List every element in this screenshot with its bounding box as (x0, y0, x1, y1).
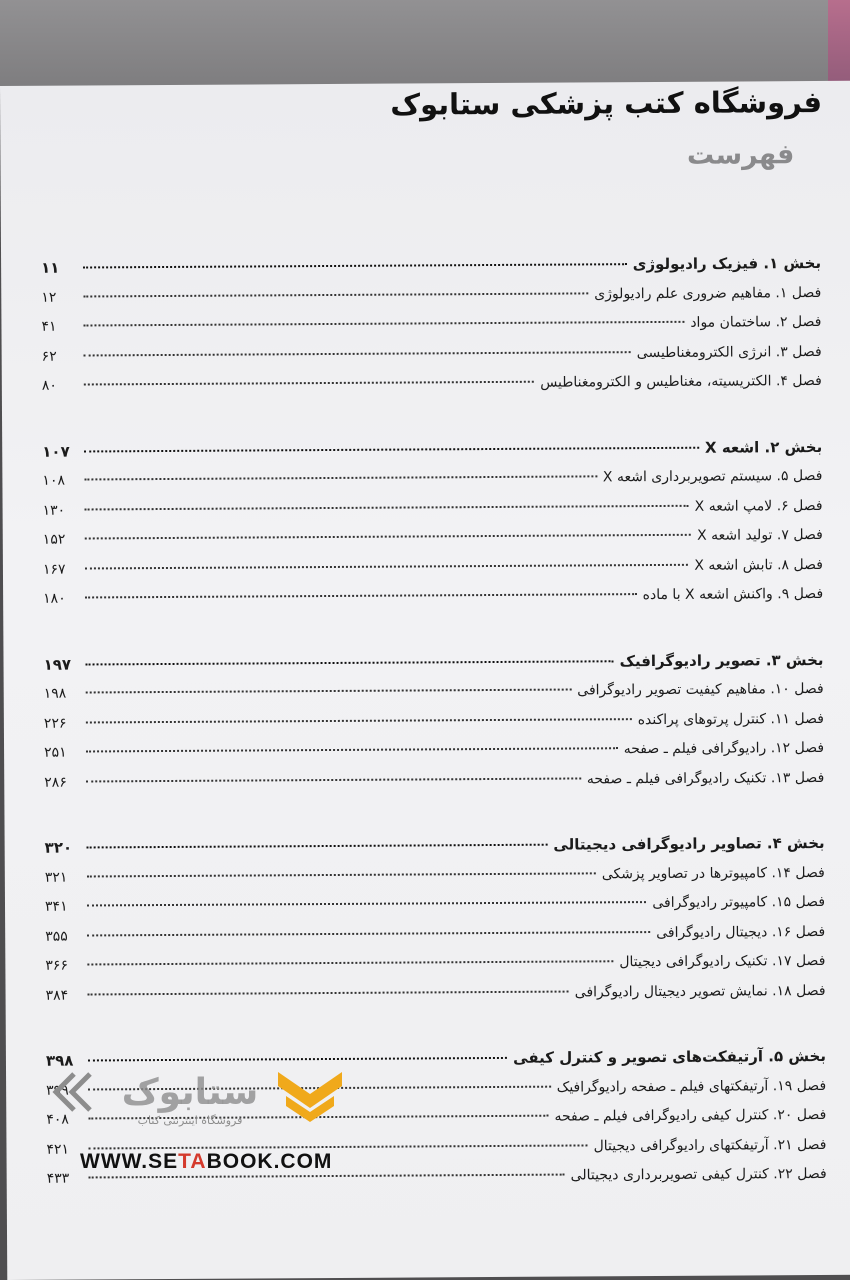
chapter-row-title: فصل ۱۵. کامپیوتر رادیوگرافی (652, 893, 826, 912)
chapter-row-page-number: ۴۰۸ (46, 1111, 69, 1128)
chapter-row (43, 521, 823, 555)
store-title: فروشگاه کتب پزشکی ستابوک (390, 84, 823, 122)
chapter-row-title: فصل ۲. ساختمان مواد (690, 313, 822, 331)
chapter-row-page-number: ۶۲ (41, 348, 57, 365)
chapter-row-page-number: ۸۰ (41, 377, 57, 394)
chapter-row-title: فصل ۱۱. کنترل پرتوهای پراکنده (637, 710, 824, 728)
chapter-row (43, 491, 823, 525)
chapter-row-page-number: ۱۵۲ (42, 531, 66, 548)
dot-leader (87, 960, 613, 965)
chapter-row-title: فصل ۱۷. تکنیک رادیوگرافی دیجیتال (619, 952, 826, 971)
dot-leader (84, 475, 597, 480)
section-heading-title: بخش ۲. اشعه X (704, 437, 823, 457)
section-heading (46, 1042, 826, 1076)
chapter-row-page-number: ۱۶۷ (42, 561, 66, 578)
chapter-row (43, 580, 823, 614)
dot-leader (86, 689, 572, 694)
dot-leader (83, 321, 684, 327)
table-of-contents (41, 249, 827, 1230)
chapter-row-title: فصل ۱۴. کامپیوترها در تصاویر پزشکی (601, 864, 825, 882)
chapter-row (45, 976, 825, 1010)
toc-title: فهرست (686, 139, 795, 171)
chapter-row-page-number: ۳۶۶ (45, 957, 68, 974)
chapter-row-title: فصل ۱. مفاهیم ضروری علم رادیولوژی (594, 284, 822, 302)
dot-leader (86, 747, 618, 752)
dot-leader (86, 777, 581, 782)
chapter-row-page-number: ۴۲۱ (46, 1141, 70, 1158)
chapter-row-title: فصل ۳. انرژی الکترومغناطیسی (636, 343, 822, 361)
watermark-url (80, 1150, 332, 1174)
dot-leader (89, 1174, 565, 1179)
watermark-tagline: فروشگاه اینترنتی کتاب (137, 1114, 243, 1127)
section-heading-title: بخش ۳. تصویر رادیوگرافیک (619, 650, 824, 670)
dot-leader (87, 931, 650, 936)
url-accent: TA (178, 1150, 207, 1173)
chapter-row (45, 888, 825, 922)
chapter-row-page-number: ۳۸۴ (45, 987, 69, 1004)
section-heading-title: بخش ۵. آرتیفکت‌های تصویر و کنترل کیفی (513, 1046, 826, 1067)
toc-section (45, 829, 826, 1011)
chapter-row (41, 278, 821, 312)
chapter-row-page-number: ۱۳۰ (42, 502, 66, 519)
section-heading (41, 249, 821, 283)
chapter-row-title: فصل ۱۸. نمایش تصویر دیجیتال رادیوگرافی (574, 982, 826, 1001)
background-surface (0, 0, 850, 92)
section-heading-title: بخش ۱. فیزیک رادیولوژی (632, 253, 822, 274)
section-heading-page-number: ۱۹۷ (43, 655, 72, 674)
dot-leader (88, 1057, 507, 1062)
chapter-row (44, 704, 824, 738)
section-heading-page-number: ۱۱ (41, 258, 60, 277)
chapter-row-title: فصل ۸. تابش اشعه X (694, 556, 823, 574)
dot-leader (88, 1115, 548, 1120)
dot-leader (88, 1085, 551, 1090)
chapter-row (45, 858, 825, 892)
dot-leader (87, 844, 548, 849)
chapter-row-title: فصل ۱۲. رادیوگرافی فیلم ـ صفحه (623, 739, 825, 758)
section-heading (42, 432, 822, 466)
dot-leader (88, 990, 569, 995)
section-heading-page-number: ۳۹۸ (45, 1051, 74, 1070)
dot-leader (87, 901, 646, 906)
chapter-row-title: فصل ۴. الکتریسیته، مغناطیس و الکترومغناطیس (540, 372, 822, 391)
dot-leader (85, 593, 637, 598)
dot-leader (88, 1144, 587, 1149)
dot-leader (86, 718, 632, 723)
chapter-row-page-number: ۲۸۶ (44, 774, 67, 791)
chapter-row-title: فصل ۱۰. مفاهیم کیفیت تصویر رادیوگرافی (577, 680, 824, 699)
dot-leader (86, 660, 614, 665)
chapter-row-page-number: ۴۱ (41, 318, 57, 335)
chapter-row-page-number: ۴۳۳ (46, 1170, 70, 1187)
section-heading (43, 645, 823, 679)
chapter-row-page-number: ۱۰۸ (42, 472, 66, 489)
chapter-row (45, 917, 825, 951)
chapter-row-title: فصل ۵. سیستم تصویربرداری اشعه X (602, 467, 823, 486)
book-page (0, 81, 850, 1280)
chapter-row-page-number: ۱۹۸ (43, 685, 67, 702)
chapter-row-title: فصل ۲۲. کنترل کیفی تصویربرداری دیجیتالی (570, 1165, 827, 1184)
chapter-row-page-number: ۳۹۹ (46, 1082, 69, 1099)
chapter-row-page-number: ۳۴۱ (44, 898, 68, 915)
dot-leader (85, 534, 691, 540)
url-start: WWW.SE (80, 1150, 179, 1173)
dot-leader (85, 563, 688, 569)
toc-section (42, 432, 823, 614)
chapter-row-title: فصل ۷. تولید اشعه X (697, 526, 823, 544)
url-end: BOOK.COM (206, 1150, 333, 1173)
section-heading-page-number: ۳۲۰ (44, 838, 73, 857)
chapter-row-page-number: ۳۲۱ (44, 869, 68, 886)
chapter-row-page-number: ۱۸۰ (43, 590, 66, 607)
dot-leader (84, 351, 631, 356)
dot-leader (83, 292, 588, 297)
dot-leader (83, 263, 627, 268)
chapter-row-title: فصل ۲۱. آرتیفکتهای رادیوگرافی دیجیتال (593, 1136, 827, 1154)
dot-leader (85, 504, 689, 510)
chapter-row-page-number: ۲۵۱ (44, 744, 67, 761)
chapter-row (41, 308, 821, 342)
section-heading-page-number: ۱۰۷ (42, 442, 70, 461)
chapter-row (42, 462, 822, 496)
chapter-row-title: فصل ۱۹. آرتیفکتهای فیلم ـ صفحه رادیوگرافیک (556, 1077, 827, 1096)
chapter-row (42, 337, 822, 371)
chapter-row-title: فصل ۲۰. کنترل کیفی رادیوگرافی فیلم ـ صفحه (554, 1106, 827, 1125)
chapter-row (42, 367, 822, 401)
chapter-row-title: فصل ۱۳. تکنیک رادیوگرافی فیلم ـ صفحه (586, 769, 825, 787)
dot-leader (87, 872, 596, 877)
watermark-brand: ستابوک (121, 1072, 259, 1113)
chapter-row-title: فصل ۶. لامپ اشعه X (694, 497, 823, 515)
toc-section (41, 249, 822, 401)
chapter-row-page-number: ۱۲ (41, 289, 57, 306)
chapter-row-title: فصل ۱۶. دیجیتال رادیوگرافی (656, 923, 826, 941)
chapter-row (44, 763, 824, 797)
chapter-row-page-number: ۳۵۵ (45, 928, 68, 945)
chapter-row (46, 1101, 826, 1135)
chapter-row (43, 550, 823, 584)
chapter-row-page-number: ۲۲۶ (43, 715, 67, 732)
dot-leader (84, 381, 534, 386)
section-heading-title: بخش ۴. تصاویر رادیوگرافی دیجیتالی (553, 833, 825, 854)
chapter-row (46, 1071, 826, 1105)
dot-leader (84, 446, 699, 452)
section-heading (45, 829, 825, 863)
chapter-row-title: فصل ۹. واکنش اشعه X با ماده (642, 585, 824, 604)
chapter-row (44, 734, 824, 768)
toc-section (43, 645, 824, 797)
chapter-row (45, 947, 825, 981)
chapter-row (44, 675, 824, 709)
